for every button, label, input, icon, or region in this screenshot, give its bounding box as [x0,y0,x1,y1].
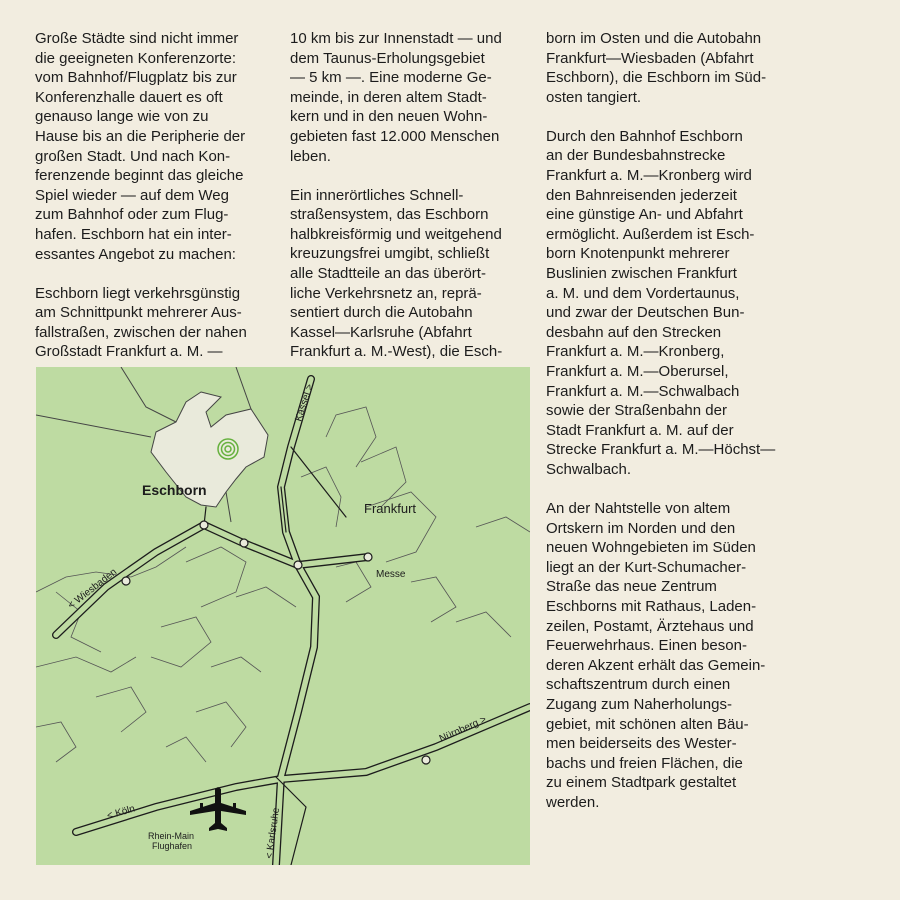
text-line: osten tangiert. [546,88,642,106]
label-karlsruhe: < Karlsruhe [264,806,283,860]
text-line: straßensystem, das Eschborn [290,206,489,224]
road-system-continued-paragraph [546,29,786,107]
text-line: leben. [290,147,331,165]
text-line: Kassel—Karlsruhe (Abfahrt [290,323,472,341]
rail-bus-paragraph [546,127,786,480]
text-column-1 [35,29,275,362]
text-line: den Bahnreisenden jederzeit [546,186,737,204]
text-line: genauso lange wie von zu [35,108,209,126]
text-line: 10 km bis zur Innenstadt — und [290,30,502,47]
text-line: vom Bahnhof/Flugplatz bis zur [35,69,237,87]
text-line: gebieten fast 12.000 Menschen [290,127,500,145]
map-svg [36,367,530,865]
text-line: Frankfurt a. M.—Schwalbach [546,382,740,400]
text-line: kreuzungsfrei umgibt, schließt [290,245,490,263]
text-line: sowie der Straßenbahn der [546,402,727,420]
text-line: Straße das neue Zentrum [546,578,717,596]
text-line: großen Stadt. Und nach Kon- [35,147,231,165]
text-line: An der Nahtstelle von altem [546,500,731,518]
text-line: Ortskern im Norden und den [546,519,736,537]
text-line: desbahn auf den Strecken [546,323,722,341]
text-line: ermöglicht. Außerdem ist Esch- [546,225,755,243]
text-line: Eschborn liegt verkehrsgünstig [35,284,241,302]
text-line: deren Akzent erhält das Gemein- [546,656,766,674]
label-eschborn: Eschborn [142,482,207,498]
text-line: bachs und freien Flächen, die [546,754,743,772]
text-line: Durch den Bahnhof Eschborn [546,127,743,145]
text-line: Zugang zum Naherholungs- [546,696,732,713]
text-line: Frankfurt a. M.—Kronberg wird [546,167,752,185]
text-line: halbkreisförmig und weitgehend [290,225,502,243]
text-line: liegt an der Kurt-Schumacher- [546,558,747,576]
intro-paragraph [35,29,275,264]
label-wiesbaden: < Wiesbaden [66,566,120,612]
text-line: zeilen, Postamt, Ärztehaus und [546,617,754,635]
text-line: Stadt Frankfurt a. M. auf der [546,421,734,439]
text-line: a. M. und dem Vordertaunus, [546,284,740,302]
text-line: werden. [546,793,600,811]
text-line: meinde, in deren altem Stadt- [290,88,487,106]
text-line: zum Bahnhof oder zum Flug- [35,206,229,224]
label-frankfurt: Frankfurt [364,501,417,516]
text-line: dem Taunus-Erholungsgebiet [290,49,485,67]
location-paragraph [35,284,275,362]
label-kassel: Kassel > [293,382,316,423]
label-koeln: < Köln [105,803,137,822]
text-line: men beiderseits des Wester- [546,735,737,753]
text-line: Frankfurt—Wiesbaden (Abfahrt [546,49,754,67]
text-line: gebiet, mit schönen alten Bäu- [546,715,749,733]
text-line: Konferenzhalle dauert es oft [35,88,223,106]
text-line: eine günstige An- und Abfahrt [546,206,743,224]
text-line: — 5 km —. Eine moderne Ge- [290,69,492,87]
text-line: Buslinien zwischen Frankfurt [546,265,737,283]
text-line: alle Stadtteile an das überört- [290,265,486,283]
text-line: liche Verkehrsnetz an, reprä- [290,284,482,302]
text-line: Frankfurt a. M.—Oberursel, [546,363,729,380]
text-line: born Knotenpunkt mehrerer [546,245,730,263]
text-line: sentiert durch die Autobahn [290,304,473,322]
text-line: Frankfurt a. M.—Kronberg, [546,343,725,361]
text-line: Hause bis an die Peripherie der [35,127,246,145]
text-line: kern und in den neuen Wohn- [290,108,488,126]
text-line: am Schnittpunkt mehrerer Aus- [35,304,242,322]
text-line: und zwar der Deutschen Bun- [546,304,745,322]
new-center-paragraph [546,499,786,813]
text-line: zu einem Stadtpark gestaltet [546,774,737,792]
label-airport-line1: Rhein-Main [148,831,195,841]
text-line: schaftszentrum durch einen [546,676,731,694]
text-line: Schwalbach. [546,460,632,478]
text-line: hafen. Eschborn hat ein inter- [35,225,232,243]
text-line: die geeigneten Konferenzorte: [35,49,236,67]
label-airport-line2: Flughafen [152,841,193,851]
text-line: Spiel wieder — auf dem Weg [35,186,229,204]
text-line: an der Bundesbahnstrecke [546,147,726,165]
text-line: Feuerwehrhaus. Einen beson- [546,637,747,655]
text-line: fallstraßen, zwischen der nahen [35,323,247,341]
text-line: Große Städte sind nicht immer [35,30,239,47]
text-line: Eschborns mit Rathaus, Laden- [546,598,757,616]
text-line: Ein innerörtliches Schnell- [290,186,464,204]
text-line: ferenzende beginnt das gleiche [35,167,244,185]
text-line: neuen Wohngebieten im Süden [546,539,756,557]
text-line: Frankfurt a. M.-West), die Esch- [290,343,503,361]
text-line: Großstadt Frankfurt a. M. — [35,343,223,361]
text-column-3 [546,29,786,813]
text-line: Strecke Frankfurt a. M.—Höchst— [546,441,776,459]
location-map [36,367,530,865]
text-line: essantes Angebot zu machen: [35,245,236,263]
label-messe: Messe [376,569,406,580]
text-line: Eschborn), die Eschborn im Süd- [546,69,767,87]
community-paragraph [290,29,525,166]
text-line: born im Osten und die Autobahn [546,30,762,47]
road-system-paragraph [290,186,525,362]
label-nuernberg: Nürnberg > [437,714,489,745]
text-column-2 [290,29,525,362]
